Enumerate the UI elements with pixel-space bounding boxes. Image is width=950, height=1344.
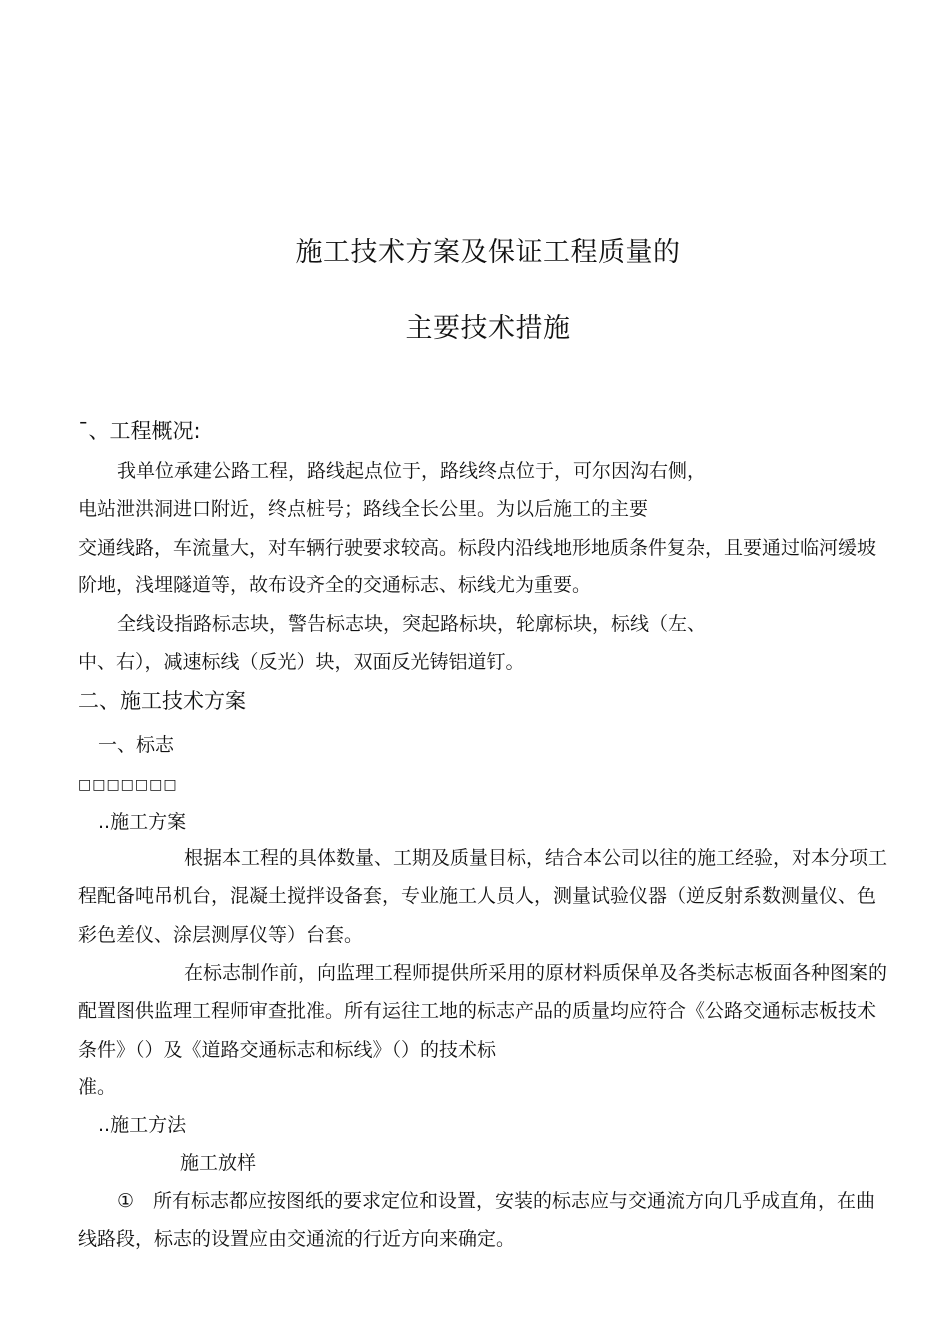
item1-line1: ① 所有标志都应按图纸的要求定位和设置，安装的标志应与交通流方向几乎成直角，在曲: [117, 1190, 876, 1212]
plan-p1-line2: 程配备吨吊机台，混凝土搅拌设备套，专业施工人员人，测量试验仪器（逆反射系数测量仪、色: [78, 885, 877, 907]
document-title-line2: 主要技术措施: [405, 313, 571, 344]
section1-p1-line2: 电站泄洪洞进口附近，终点桩号；路线全长公里。为以后施工的主要: [78, 498, 649, 520]
placeholder-boxes: □□□□□□□: [78, 777, 178, 793]
layout-heading: 施工放样: [180, 1152, 257, 1174]
subsection-signs: 一、标志: [98, 734, 175, 756]
document-title-line1: 施工技术方案及保证工程质量的: [295, 237, 681, 268]
section1-p1-line4: 阶地，浅埋隧道等，故布设齐全的交通标志、标线尤为重要。: [78, 574, 592, 596]
plan-p2-line1: 在标志制作前，向监理工程师提供所采用的原材料质保单及各类标志板面各种图案的: [184, 962, 888, 984]
section1-heading: ˉ、工程概况:: [78, 419, 201, 443]
section1-p1-line1: 我单位承建公路工程，路线起点位于，路线终点位于，可尔因沟右侧，: [117, 460, 707, 482]
section1-p1-line3: 交通线路，车流量大，对车辆行驶要求较高。标段内沿线地形地质条件复杂，且要通过临河缓坡: [78, 537, 877, 559]
section2-heading: 二、施工技术方案: [78, 689, 246, 713]
method-heading: ..施工方法: [98, 1114, 187, 1136]
plan-p1-line1: 根据本工程的具体数量、工期及质量目标，结合本公司以往的施工经验，对本分项工: [184, 847, 888, 869]
plan-p2-line4: 准。: [78, 1076, 117, 1098]
plan-p2-line3: 条件》（）及《道路交通标志和标线》（）的技术标: [78, 1039, 497, 1061]
plan-heading: ..施工方案: [98, 811, 187, 833]
section1-p2-line1: 全线设指路标志块，警告标志块，突起路标块，轮廓标块，标线（左、: [117, 613, 707, 635]
item1-line2: 线路段，标志的设置应由交通流的行近方向来确定。: [78, 1228, 516, 1250]
plan-p2-line2: 配置图供监理工程师审查批准。所有运往工地的标志产品的质量均应符合《公路交通标志板技术: [78, 1000, 877, 1022]
section1-p2-line2: 中、右），减速标线（反光）块，双面反光铸铝道钉。: [78, 651, 525, 673]
plan-p1-line3: 彩色差仪、涂层测厚仪等）台套。: [78, 924, 364, 946]
